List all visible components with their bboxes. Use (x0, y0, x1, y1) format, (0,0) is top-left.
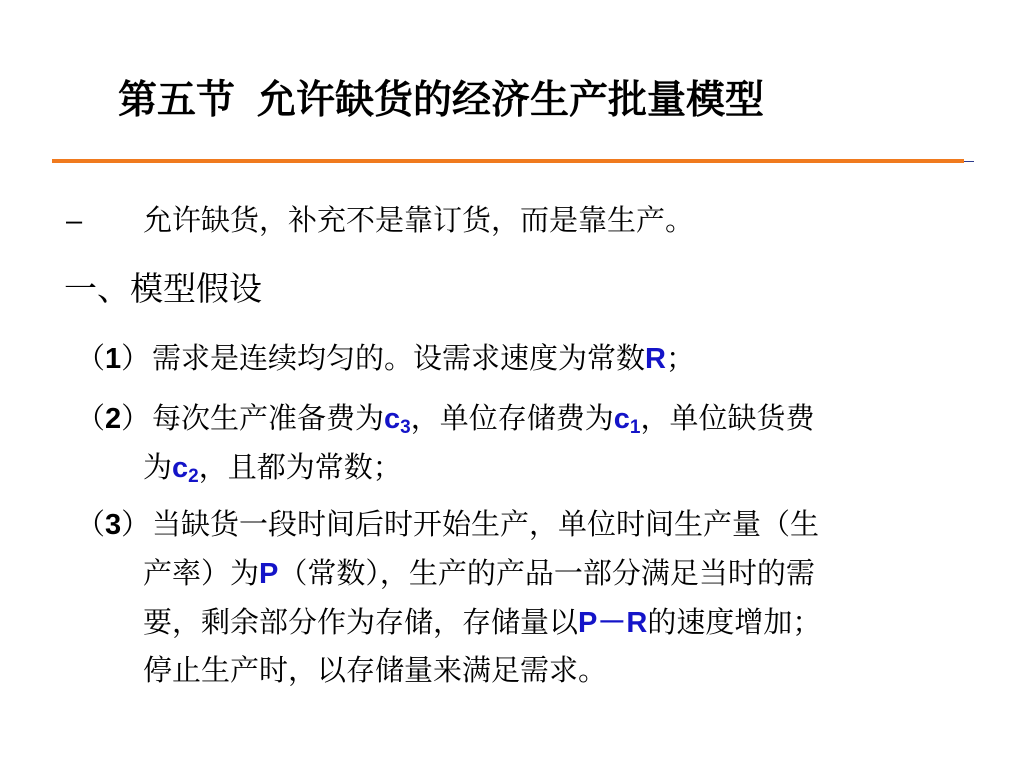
item-2-continuation: 为$c_2$，且都为常数； (143, 450, 402, 487)
symbol-c2: $c_2$ (172, 452, 199, 487)
item-1-text: 需求是连续均匀的。设需求速度为常数R； (152, 341, 695, 375)
title-divider-tail (964, 161, 974, 162)
title-section-number: 第五节 (118, 78, 236, 123)
item-2-label: （2） (76, 401, 151, 435)
symbol-P: P (259, 558, 279, 590)
item-3-line-4: 停止生产时，以存储量来满足需求。 (143, 653, 608, 687)
bullet-text: 允许缺货，补充不是靠订货，而是靠生产。 (143, 203, 695, 237)
bullet-dash-marker: – (66, 205, 83, 237)
symbol-c3: $c_3$ (384, 403, 411, 438)
item-3-line-1: 当缺货一段时间后时开始生产，单位时间生产量（生 (152, 507, 820, 541)
section-heading: 一、模型假设 (64, 269, 262, 308)
slide-title (118, 74, 764, 128)
symbol-R: R (645, 343, 666, 375)
title-topic: 允许缺货的经济生产批量模型 (257, 78, 765, 123)
symbol-c1: $c_1$ (613, 403, 641, 438)
item-3-label: （3） (76, 507, 151, 541)
item-3-line-2: 产率）为P（常数），生产的产品一部分满足当时的需 (143, 556, 815, 590)
item-2-text: 每次生产准备费为$c_3$，单位存储费为$c_1$，单位缺货费 (152, 401, 815, 438)
item-3-line-3: 要，剩余部分作为存储，存储量以P－R的速度增加； (143, 605, 822, 639)
title-divider (52, 159, 964, 163)
symbol-P-minus-R: P－R (578, 607, 648, 639)
item-1-label: （1） (76, 341, 151, 375)
